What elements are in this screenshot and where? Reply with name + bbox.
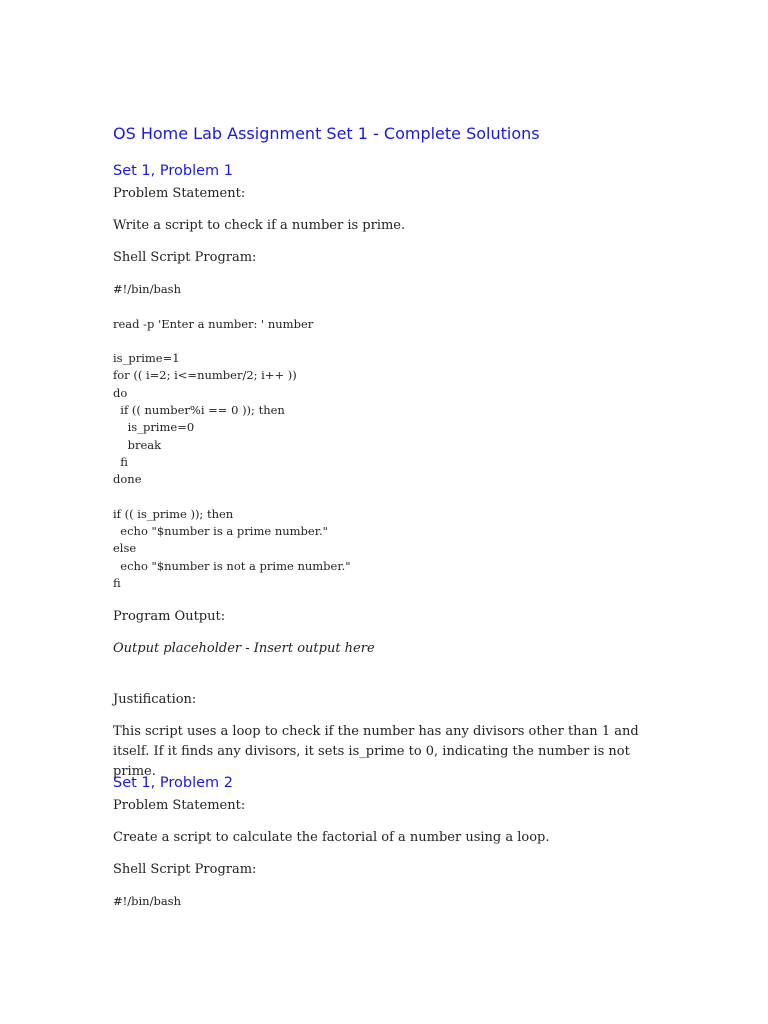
- code-line: if (( is_prime )); then: [113, 506, 234, 521]
- code-line: [113, 333, 351, 350]
- code-line: echo "$number is a prime number.": [113, 524, 328, 539]
- code-line: [113, 298, 351, 315]
- code-line: [113, 489, 351, 506]
- code-line: for (( i=2; i<=number/2; i++ )): [113, 368, 297, 383]
- problem2-program-label: Shell Script Program:: [113, 862, 257, 877]
- code-line: fi: [113, 576, 121, 591]
- code-line: read -p 'Enter a number: ' number: [113, 316, 314, 331]
- code-line: is_prime=0: [113, 420, 195, 435]
- code-line: else: [113, 541, 137, 556]
- problem1-program-label: Shell Script Program:: [113, 250, 257, 265]
- problem2-statement: Create a script to calculate the factorial of a number using a loop.: [113, 830, 550, 845]
- document-title: OS Home Lab Assignment Set 1 - Complete Solutions: [113, 124, 540, 143]
- code-line: break: [113, 437, 162, 452]
- problem1-justification-label: Justification:: [113, 692, 197, 707]
- problem1-heading: Set 1, Problem 1: [113, 163, 233, 179]
- problem1-justification-text: This script uses a loop to check if the number has any divisors other than 1 and itself. If it finds any divisors, it sets is_prime to 0, indicating the number is not prime.: [113, 724, 639, 779]
- code-line: fi: [113, 454, 128, 469]
- problem1-output-label: Program Output:: [113, 609, 226, 624]
- problem2-statement-label: Problem Statement:: [113, 798, 246, 813]
- problem1-statement-label: Problem Statement:: [113, 186, 246, 201]
- code-line: if (( number%i == 0 )); then: [113, 403, 285, 418]
- code-line: do: [113, 385, 128, 400]
- code-line: #!/bin/bash: [113, 282, 181, 296]
- problem2-code-line: #!/bin/bash: [113, 894, 181, 908]
- code-line: echo "$number is not a prime number.": [113, 558, 351, 573]
- code-line: is_prime=1: [113, 351, 180, 366]
- code-line: done: [113, 472, 142, 487]
- problem1-code-block: [113, 281, 351, 592]
- problem1-output-text: Output placeholder - Insert output here: [113, 641, 375, 656]
- problem1-statement: Write a script to check if a number is prime.: [113, 218, 406, 233]
- problem2-heading: Set 1, Problem 2: [113, 775, 233, 791]
